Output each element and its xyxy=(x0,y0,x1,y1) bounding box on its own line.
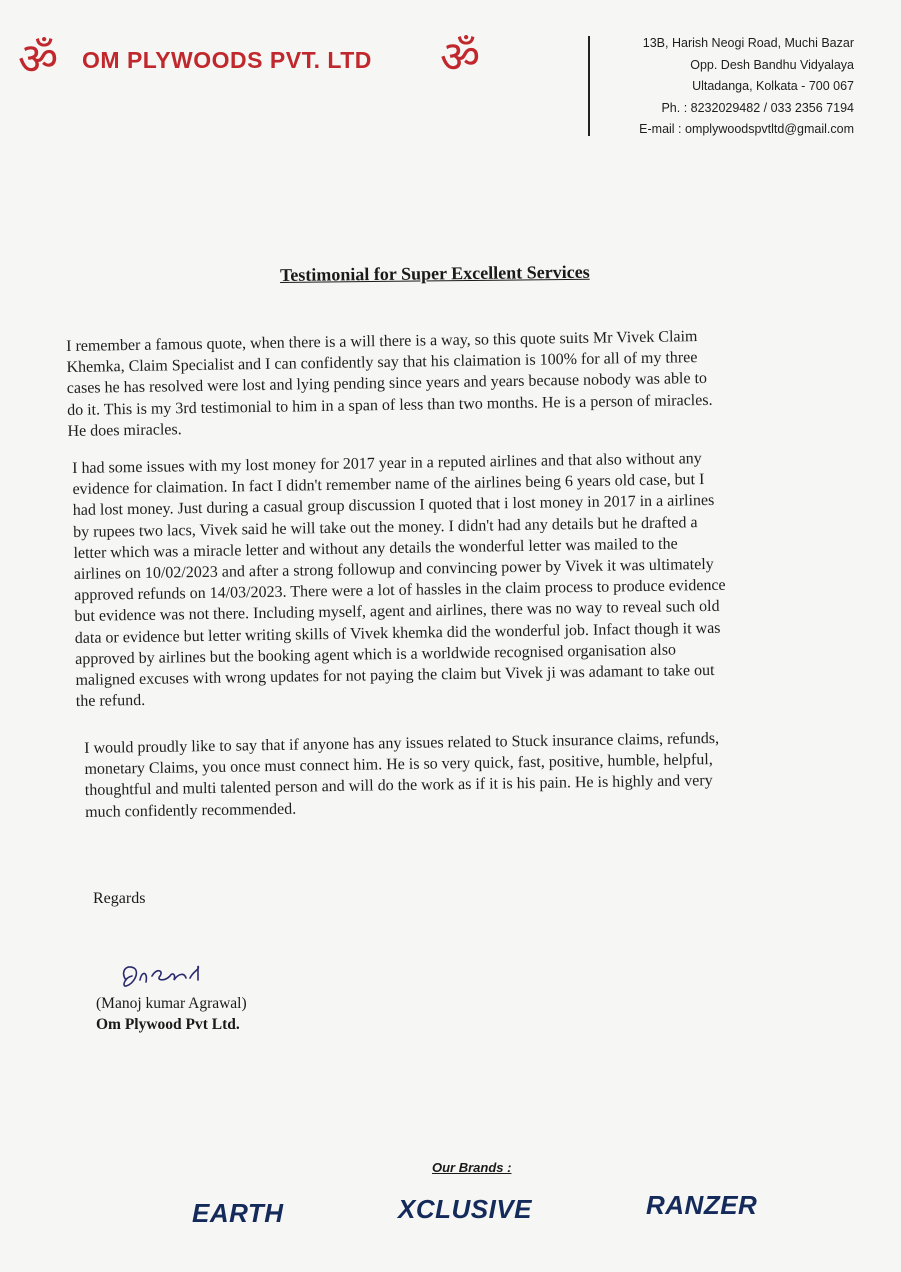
phone-line: Ph. : 8232029482 / 033 2356 7194 xyxy=(661,100,854,115)
text-line: evidence for claimation. In fact I didn't remember name of the airlines being 6 years old case, but I xyxy=(72,471,705,499)
text-line: cases he has resolved were lost and lying pending since years and years because nobody was able to xyxy=(66,370,708,398)
text-line: letter which was a miracle letter and without any details the wonderful letter was mailed to the xyxy=(73,535,678,562)
paragraph-3 xyxy=(84,726,835,823)
text-line: had lost money. Just during a casual group discussion I quoted that i lost money in 2017 in a airlines xyxy=(72,492,715,520)
text-line: the refund. xyxy=(75,692,146,711)
address-line: 13B, Harish Neogi Road, Muchi Bazar xyxy=(642,36,854,50)
text-line: He does miracles. xyxy=(67,421,182,440)
text-line: but evidence was not there. Including myself, agent and airlines, there was no way to reveal such old xyxy=(74,598,720,626)
text-line: I would proudly like to say that if anyone has any issues related to Stuck insurance claims, refunds, xyxy=(84,730,720,757)
regards-text: Regards xyxy=(93,890,146,907)
address-line: Opp. Desh Bandhu Vidyalaya xyxy=(690,57,854,72)
signer-block xyxy=(96,993,247,1035)
brand-earth-logo: EARTH xyxy=(192,1198,284,1228)
brand-xclusive-logo: XCLUSIVE xyxy=(398,1194,533,1224)
text-line: approved refunds on 14/03/2023. There were a lot of hassles in the claim process to produce evidence xyxy=(74,576,726,605)
text-line: data or evidence but letter writing skills of Vivek khemka did the wonderful job. Infact though it was xyxy=(74,619,721,647)
text-line: I had some issues with my lost money for 2017 year in a reputed airlines and that also without any xyxy=(72,450,702,477)
company-address xyxy=(574,33,854,141)
brands-label: Our Brands : xyxy=(432,1160,512,1175)
text-line: maligned excuses with wrong updates for not paying the claim but Vivek ji was adamant to take out xyxy=(75,661,715,690)
paragraph-1 xyxy=(66,324,838,442)
text-line: I remember a famous quote, when there is a will there is a way, so this quote suits Mr Vivek Claim xyxy=(66,328,698,355)
company-name: OM PLYWOODS PVT. LTD xyxy=(82,47,372,73)
email-line: E-mail : omplywoodspvtltd@gmail.com xyxy=(639,122,854,136)
paragraph-2 xyxy=(72,446,836,712)
om-logo-icon-right: ॐ xyxy=(440,32,481,83)
text-line: airlines on 10/02/2023 and after a strong followup and convincing power by Vivek it was ultimately xyxy=(73,555,714,584)
signer-company: Om Plywood Pvt Ltd. xyxy=(96,1016,240,1033)
signature-icon xyxy=(112,958,232,998)
brand-ranzer-logo: RANZER xyxy=(646,1190,758,1220)
text-line: Khemka, Claim Specialist and I can confidently say that his claimation is 100% for all of my three xyxy=(66,349,698,377)
om-logo-icon: ॐ xyxy=(18,34,59,85)
signer-name: (Manoj kumar Agrawal) xyxy=(96,995,247,1012)
text-line: monetary Claims, you once must connect him. He is so very quick, fast, positive, humble, helpful, xyxy=(84,751,713,779)
letter-title: Testimonial for Super Excellent Services xyxy=(279,261,590,285)
text-line: thoughtful and multi talented person and will do the work as if it is his pain. He is highly and very xyxy=(84,772,713,800)
text-line: do it. This is my 3rd testimonial to him in a span of less than two months. He is a person of miracles. xyxy=(67,391,713,419)
text-line: approved by airlines but the booking agent which is a worldwide recognised organisation also xyxy=(75,641,677,668)
text-line: much confidently recommended. xyxy=(85,800,297,821)
text-line: by rupees two lacs, Vivek said he will take out the money. I didn't had any details but he drafted a xyxy=(73,513,698,541)
address-line: Ultadanga, Kolkata - 700 067 xyxy=(692,79,854,93)
